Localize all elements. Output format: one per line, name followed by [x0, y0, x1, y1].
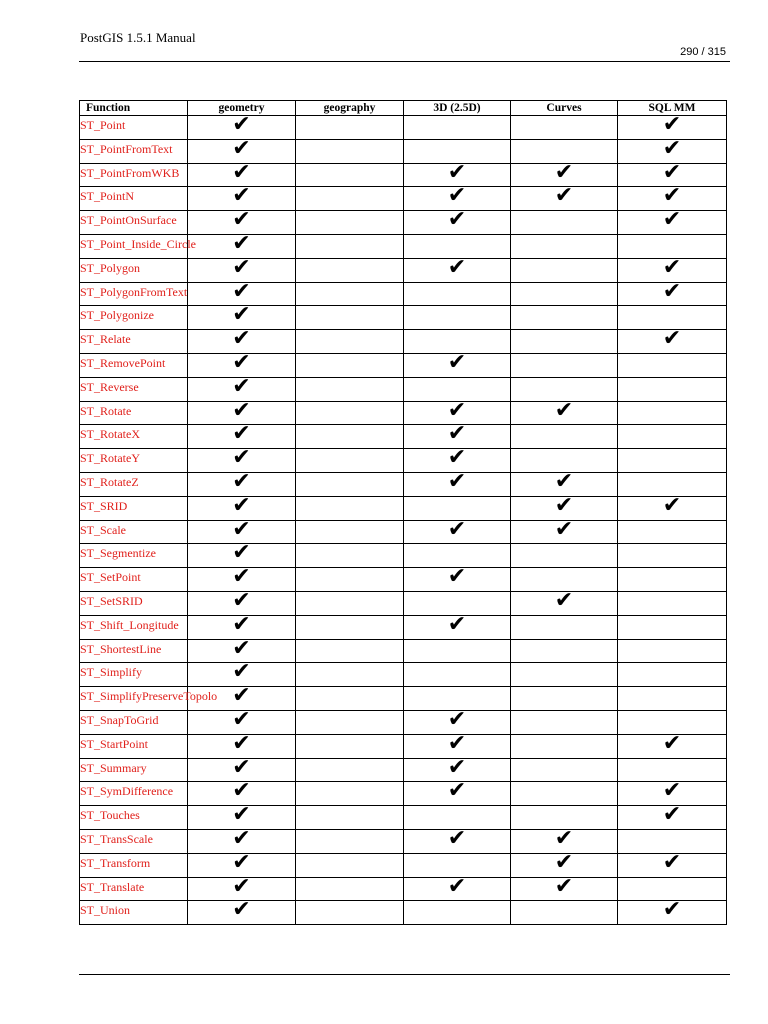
checkmark-icon: ✔	[232, 326, 251, 352]
checkmark-icon: ✔	[232, 849, 251, 875]
support-cell	[296, 615, 404, 639]
checkmark-icon: ✔	[662, 778, 682, 804]
function-link-cell	[80, 591, 188, 615]
checkmark-icon: ✔	[232, 278, 251, 304]
function-link-cell	[80, 139, 188, 163]
support-cell	[618, 897, 727, 925]
table-row	[80, 401, 727, 425]
support-cell	[296, 472, 404, 496]
checkmark-icon: ✔	[447, 825, 467, 851]
checkmark-icon: ✔	[232, 587, 251, 613]
checkmark-icon: ✔	[662, 897, 682, 923]
checkmark-icon: ✔	[232, 564, 251, 590]
function-link[interactable]: ST_Polygon	[80, 260, 141, 275]
table-row	[80, 425, 727, 449]
checkmark-icon: ✔	[232, 397, 251, 423]
function-link[interactable]: ST_Point	[80, 118, 126, 132]
support-cell	[511, 516, 618, 544]
checkmark-icon: ✔	[447, 254, 467, 280]
support-cell	[618, 401, 727, 425]
support-cell	[404, 349, 511, 377]
function-link-cell	[80, 116, 188, 140]
table-row	[80, 568, 727, 592]
support-cell	[296, 258, 404, 282]
function-link[interactable]: ST_Scale	[80, 522, 126, 537]
table-row	[80, 544, 727, 568]
table-row	[80, 139, 727, 163]
support-cell	[296, 687, 404, 711]
function-link[interactable]: ST_Union	[80, 903, 131, 918]
checkmark-icon: ✔	[554, 159, 574, 185]
support-cell	[618, 520, 727, 544]
checkmark-icon: ✔	[232, 825, 251, 851]
checkmark-icon: ✔	[447, 778, 467, 804]
checkmark-icon: ✔	[232, 445, 251, 471]
support-cell	[618, 639, 727, 663]
function-link[interactable]: ST_StartPoint	[80, 736, 149, 751]
checkmark-icon: ✔	[232, 468, 251, 494]
function-link-cell	[80, 353, 188, 377]
checkmark-icon: ✔	[232, 873, 251, 899]
checkmark-icon: ✔	[232, 135, 251, 161]
support-cell	[404, 564, 511, 592]
checkmark-icon: ✔	[554, 516, 574, 542]
function-link[interactable]: ST_TransScale	[80, 831, 153, 846]
checkmark-icon: ✔	[662, 278, 682, 304]
checkmark-icon: ✔	[447, 183, 467, 209]
checkmark-icon: ✔	[232, 754, 251, 780]
support-cell	[511, 734, 618, 758]
checkmark-icon: ✔	[447, 445, 467, 471]
function-link-cell	[80, 496, 188, 520]
column-header: Curves	[511, 101, 618, 116]
function-link[interactable]: ST_PointN	[80, 189, 135, 204]
checkmark-icon: ✔	[232, 349, 251, 375]
support-cell	[296, 306, 404, 330]
support-cell	[404, 282, 511, 306]
checkmark-icon: ✔	[554, 183, 574, 209]
checkmark-icon: ✔	[662, 849, 682, 875]
function-link-cell	[80, 520, 188, 544]
function-link-cell	[80, 282, 188, 306]
support-cell	[296, 520, 404, 544]
support-cell	[511, 873, 618, 901]
support-cell	[296, 330, 404, 354]
function-link-cell	[80, 829, 188, 853]
checkmark-icon: ✔	[662, 326, 682, 352]
table-row	[80, 734, 727, 758]
checkmark-icon: ✔	[662, 112, 682, 137]
support-cell	[296, 282, 404, 306]
table-row	[80, 306, 727, 330]
function-link-cell	[80, 211, 188, 235]
function-link[interactable]: ST_PointOnSurface	[80, 213, 177, 228]
checkmark-icon: ✔	[232, 373, 251, 399]
support-cell	[618, 568, 727, 592]
checkmark-icon: ✔	[232, 230, 251, 256]
checkmark-icon: ✔	[662, 135, 682, 161]
checkmark-icon: ✔	[232, 659, 251, 685]
checkmark-icon: ✔	[662, 254, 682, 280]
support-cell	[296, 544, 404, 568]
page-number: 290 / 315	[680, 46, 726, 58]
checkmark-icon: ✔	[662, 207, 682, 233]
checkmark-icon: ✔	[232, 516, 251, 542]
support-cell	[296, 758, 404, 782]
support-cell	[618, 615, 727, 639]
support-cell	[296, 710, 404, 734]
function-link[interactable]: ST_Polygonize	[80, 308, 154, 323]
support-cell	[618, 207, 727, 235]
column-header: geometry	[188, 101, 296, 116]
support-cell	[404, 778, 511, 806]
support-cell	[296, 829, 404, 853]
function-link[interactable]: ST_Transform	[80, 855, 151, 870]
support-cell	[618, 849, 727, 877]
table-row	[80, 449, 727, 473]
table-row	[80, 211, 727, 235]
support-cell	[511, 258, 618, 282]
checkmark-icon: ✔	[232, 540, 251, 566]
support-cell	[296, 163, 404, 187]
table-row	[80, 877, 727, 901]
function-link[interactable]: ST_RotateZ	[80, 474, 139, 489]
support-cell	[618, 687, 727, 711]
function-link-cell	[80, 687, 218, 711]
checkmark-icon: ✔	[554, 873, 574, 899]
checkmark-icon: ✔	[662, 802, 682, 828]
checkmark-icon: ✔	[447, 754, 467, 780]
support-cell	[296, 425, 404, 449]
function-link[interactable]: ST_Point_Inside_Circle	[80, 236, 196, 251]
checkmark-icon: ✔	[662, 159, 682, 185]
function-link-cell	[80, 544, 188, 568]
checkmark-icon: ✔	[232, 635, 251, 661]
table-row	[80, 829, 727, 853]
function-link-cell	[80, 663, 188, 687]
function-link-cell	[80, 449, 188, 473]
function-link[interactable]: ST_Touches	[80, 808, 140, 823]
table-row	[80, 377, 727, 401]
checkmark-icon: ✔	[232, 207, 251, 233]
support-cell	[404, 639, 511, 663]
checkmark-icon: ✔	[447, 349, 467, 375]
table-row	[80, 663, 727, 687]
function-link-cell	[80, 163, 188, 187]
support-cell	[296, 211, 404, 235]
table-row	[80, 615, 727, 639]
table-row	[80, 116, 727, 140]
checkmark-icon: ✔	[232, 611, 251, 637]
checkmark-icon: ✔	[232, 112, 251, 137]
function-link[interactable]: ST_SRID	[80, 498, 128, 513]
function-link-cell	[80, 877, 188, 901]
support-cell	[404, 254, 511, 282]
function-link-cell	[80, 234, 196, 258]
support-cell	[404, 663, 511, 687]
function-link[interactable]: ST_Segmentize	[80, 546, 156, 561]
table-row	[80, 806, 727, 830]
support-cell	[511, 425, 618, 449]
document-title: PostGIS 1.5.1 Manual	[80, 30, 196, 45]
support-cell	[404, 306, 511, 330]
table-row	[80, 710, 727, 734]
table-body	[80, 112, 727, 925]
support-cell	[296, 353, 404, 377]
support-cell	[296, 591, 404, 615]
checkmark-icon: ✔	[554, 468, 574, 494]
support-cell	[404, 873, 511, 901]
function-link[interactable]: ST_SnapToGrid	[80, 712, 159, 727]
support-cell	[404, 611, 511, 639]
support-cell	[618, 591, 727, 615]
support-cell	[296, 377, 404, 401]
checkmark-icon: ✔	[232, 706, 251, 732]
support-cell	[618, 278, 727, 306]
function-link-cell	[80, 330, 188, 354]
checkmark-icon: ✔	[232, 730, 251, 756]
table-row	[80, 853, 727, 877]
support-cell	[618, 377, 727, 401]
checkmark-icon: ✔	[447, 159, 467, 185]
function-link-cell	[80, 425, 188, 449]
function-link[interactable]: ST_PolygonFromText	[80, 284, 188, 299]
support-cell	[511, 306, 618, 330]
support-cell	[511, 782, 618, 806]
support-cell	[188, 897, 296, 925]
function-link[interactable]: ST_RotateX	[80, 427, 140, 442]
support-cell	[296, 853, 404, 877]
support-cell	[511, 397, 618, 425]
support-cell	[296, 496, 404, 520]
checkmark-icon: ✔	[447, 564, 467, 590]
checkmark-icon: ✔	[554, 825, 574, 851]
support-cell	[511, 282, 618, 306]
support-cell	[296, 901, 404, 925]
function-support-table	[79, 100, 727, 925]
checkmark-icon: ✔	[554, 492, 574, 518]
checkmark-icon: ✔	[232, 683, 251, 709]
support-cell	[618, 449, 727, 473]
support-cell	[296, 639, 404, 663]
checkmark-icon: ✔	[554, 849, 574, 875]
support-cell	[404, 825, 511, 853]
support-cell	[511, 234, 618, 258]
support-cell	[296, 401, 404, 425]
support-cell	[511, 687, 618, 711]
function-link-cell	[80, 258, 188, 282]
checkmark-icon: ✔	[232, 897, 251, 923]
support-cell	[511, 353, 618, 377]
checkmark-icon: ✔	[232, 183, 251, 209]
table-row	[80, 687, 727, 711]
function-link-cell	[80, 758, 188, 782]
table-row	[80, 520, 727, 544]
support-cell	[511, 211, 618, 235]
header-rule	[79, 61, 730, 62]
function-link[interactable]: ST_SetPoint	[80, 570, 141, 585]
function-link-cell	[80, 472, 188, 496]
checkmark-icon: ✔	[447, 516, 467, 542]
support-cell	[511, 544, 618, 568]
checkmark-icon: ✔	[447, 873, 467, 899]
table-row	[80, 282, 727, 306]
support-cell	[511, 901, 618, 925]
support-cell	[296, 568, 404, 592]
checkmark-icon: ✔	[232, 302, 251, 328]
support-cell	[511, 183, 618, 211]
function-link-cell	[80, 806, 188, 830]
support-cell	[618, 353, 727, 377]
support-cell	[296, 806, 404, 830]
support-cell	[296, 663, 404, 687]
function-link[interactable]: ST_RotateY	[80, 451, 140, 466]
function-link[interactable]: ST_PointFromWKB	[80, 165, 180, 180]
table-row	[80, 758, 727, 782]
table-row	[80, 258, 727, 282]
table-row	[80, 330, 727, 354]
function-link[interactable]: ST_ShortestLine	[80, 641, 162, 656]
support-cell	[296, 782, 404, 806]
support-cell	[511, 116, 618, 140]
support-cell	[404, 516, 511, 544]
header-row	[80, 101, 727, 116]
support-cell	[296, 734, 404, 758]
function-link[interactable]: ST_SimplifyPreserveTopolo	[80, 689, 218, 704]
support-cell	[296, 234, 404, 258]
function-link-cell	[80, 782, 188, 806]
support-cell	[618, 492, 727, 520]
table-row	[80, 187, 727, 211]
checkmark-icon: ✔	[662, 492, 682, 518]
support-cell	[618, 730, 727, 758]
footer-rule	[79, 974, 730, 975]
function-link[interactable]: ST_SymDifference	[80, 784, 174, 799]
checkmark-icon: ✔	[447, 397, 467, 423]
table-row	[80, 782, 727, 806]
function-link-cell	[80, 377, 188, 401]
table-header	[80, 101, 727, 116]
checkmark-icon: ✔	[447, 468, 467, 494]
function-link[interactable]: ST_Summary	[80, 760, 147, 775]
function-link[interactable]: ST_Translate	[80, 879, 145, 894]
checkmark-icon: ✔	[554, 397, 574, 423]
support-cell	[404, 116, 511, 140]
checkmark-icon: ✔	[447, 730, 467, 756]
support-cell	[618, 544, 727, 568]
support-cell	[511, 710, 618, 734]
support-cell	[618, 326, 727, 354]
checkmark-icon: ✔	[232, 492, 251, 518]
support-cell	[511, 587, 618, 615]
function-link-cell	[80, 853, 188, 877]
function-link-cell	[80, 734, 188, 758]
support-cell	[404, 901, 511, 925]
support-cell	[296, 449, 404, 473]
support-cell	[296, 116, 404, 140]
column-header: Function	[80, 101, 188, 116]
checkmark-icon: ✔	[447, 706, 467, 732]
checkmark-icon: ✔	[447, 421, 467, 447]
function-link[interactable]: ST_Relate	[80, 332, 131, 347]
function-link[interactable]: ST_Simplify	[80, 665, 143, 680]
function-link-cell	[80, 187, 188, 211]
checkmark-icon: ✔	[232, 421, 251, 447]
function-link-cell	[80, 306, 188, 330]
support-cell	[618, 425, 727, 449]
function-link[interactable]: ST_Shift_Longitude	[80, 617, 179, 632]
support-cell	[511, 330, 618, 354]
checkmark-icon: ✔	[232, 802, 251, 828]
function-link[interactable]: ST_SetSRID	[80, 593, 143, 608]
support-cell	[404, 207, 511, 235]
column-header: 3D (2.5D)	[404, 101, 511, 116]
support-cell	[618, 802, 727, 830]
table-row	[80, 472, 727, 496]
function-link-cell	[80, 639, 188, 663]
support-cell	[296, 139, 404, 163]
checkmark-icon: ✔	[447, 611, 467, 637]
support-cell	[511, 615, 618, 639]
checkmark-icon: ✔	[447, 207, 467, 233]
function-link[interactable]: ST_Reverse	[80, 379, 139, 394]
function-link[interactable]: ST_RemovePoint	[80, 355, 166, 370]
support-cell	[511, 639, 618, 663]
checkmark-icon: ✔	[232, 159, 251, 185]
checkmark-icon: ✔	[662, 183, 682, 209]
function-link-cell	[80, 401, 188, 425]
support-cell	[296, 877, 404, 901]
checkmark-icon: ✔	[554, 587, 574, 613]
support-cell	[618, 663, 727, 687]
support-cell	[511, 758, 618, 782]
function-link-cell	[80, 710, 188, 734]
checkmark-icon: ✔	[662, 730, 682, 756]
checkmark-icon: ✔	[232, 778, 251, 804]
support-cell	[404, 468, 511, 496]
table-row	[80, 353, 727, 377]
function-link[interactable]: ST_PointFromText	[80, 141, 173, 156]
table-row	[80, 163, 727, 187]
column-header: geography	[296, 101, 404, 116]
function-link[interactable]: ST_Rotate	[80, 403, 132, 418]
support-cell	[511, 663, 618, 687]
support-cell	[296, 187, 404, 211]
checkmark-icon: ✔	[232, 254, 251, 280]
table-row	[80, 901, 727, 925]
table-row	[80, 591, 727, 615]
table-row	[80, 496, 727, 520]
function-link-cell	[80, 568, 188, 592]
function-link-cell	[80, 615, 188, 639]
function-link-cell	[80, 901, 188, 925]
column-header: SQL MM	[618, 101, 727, 116]
table-row	[80, 639, 727, 663]
table-row	[80, 234, 727, 258]
